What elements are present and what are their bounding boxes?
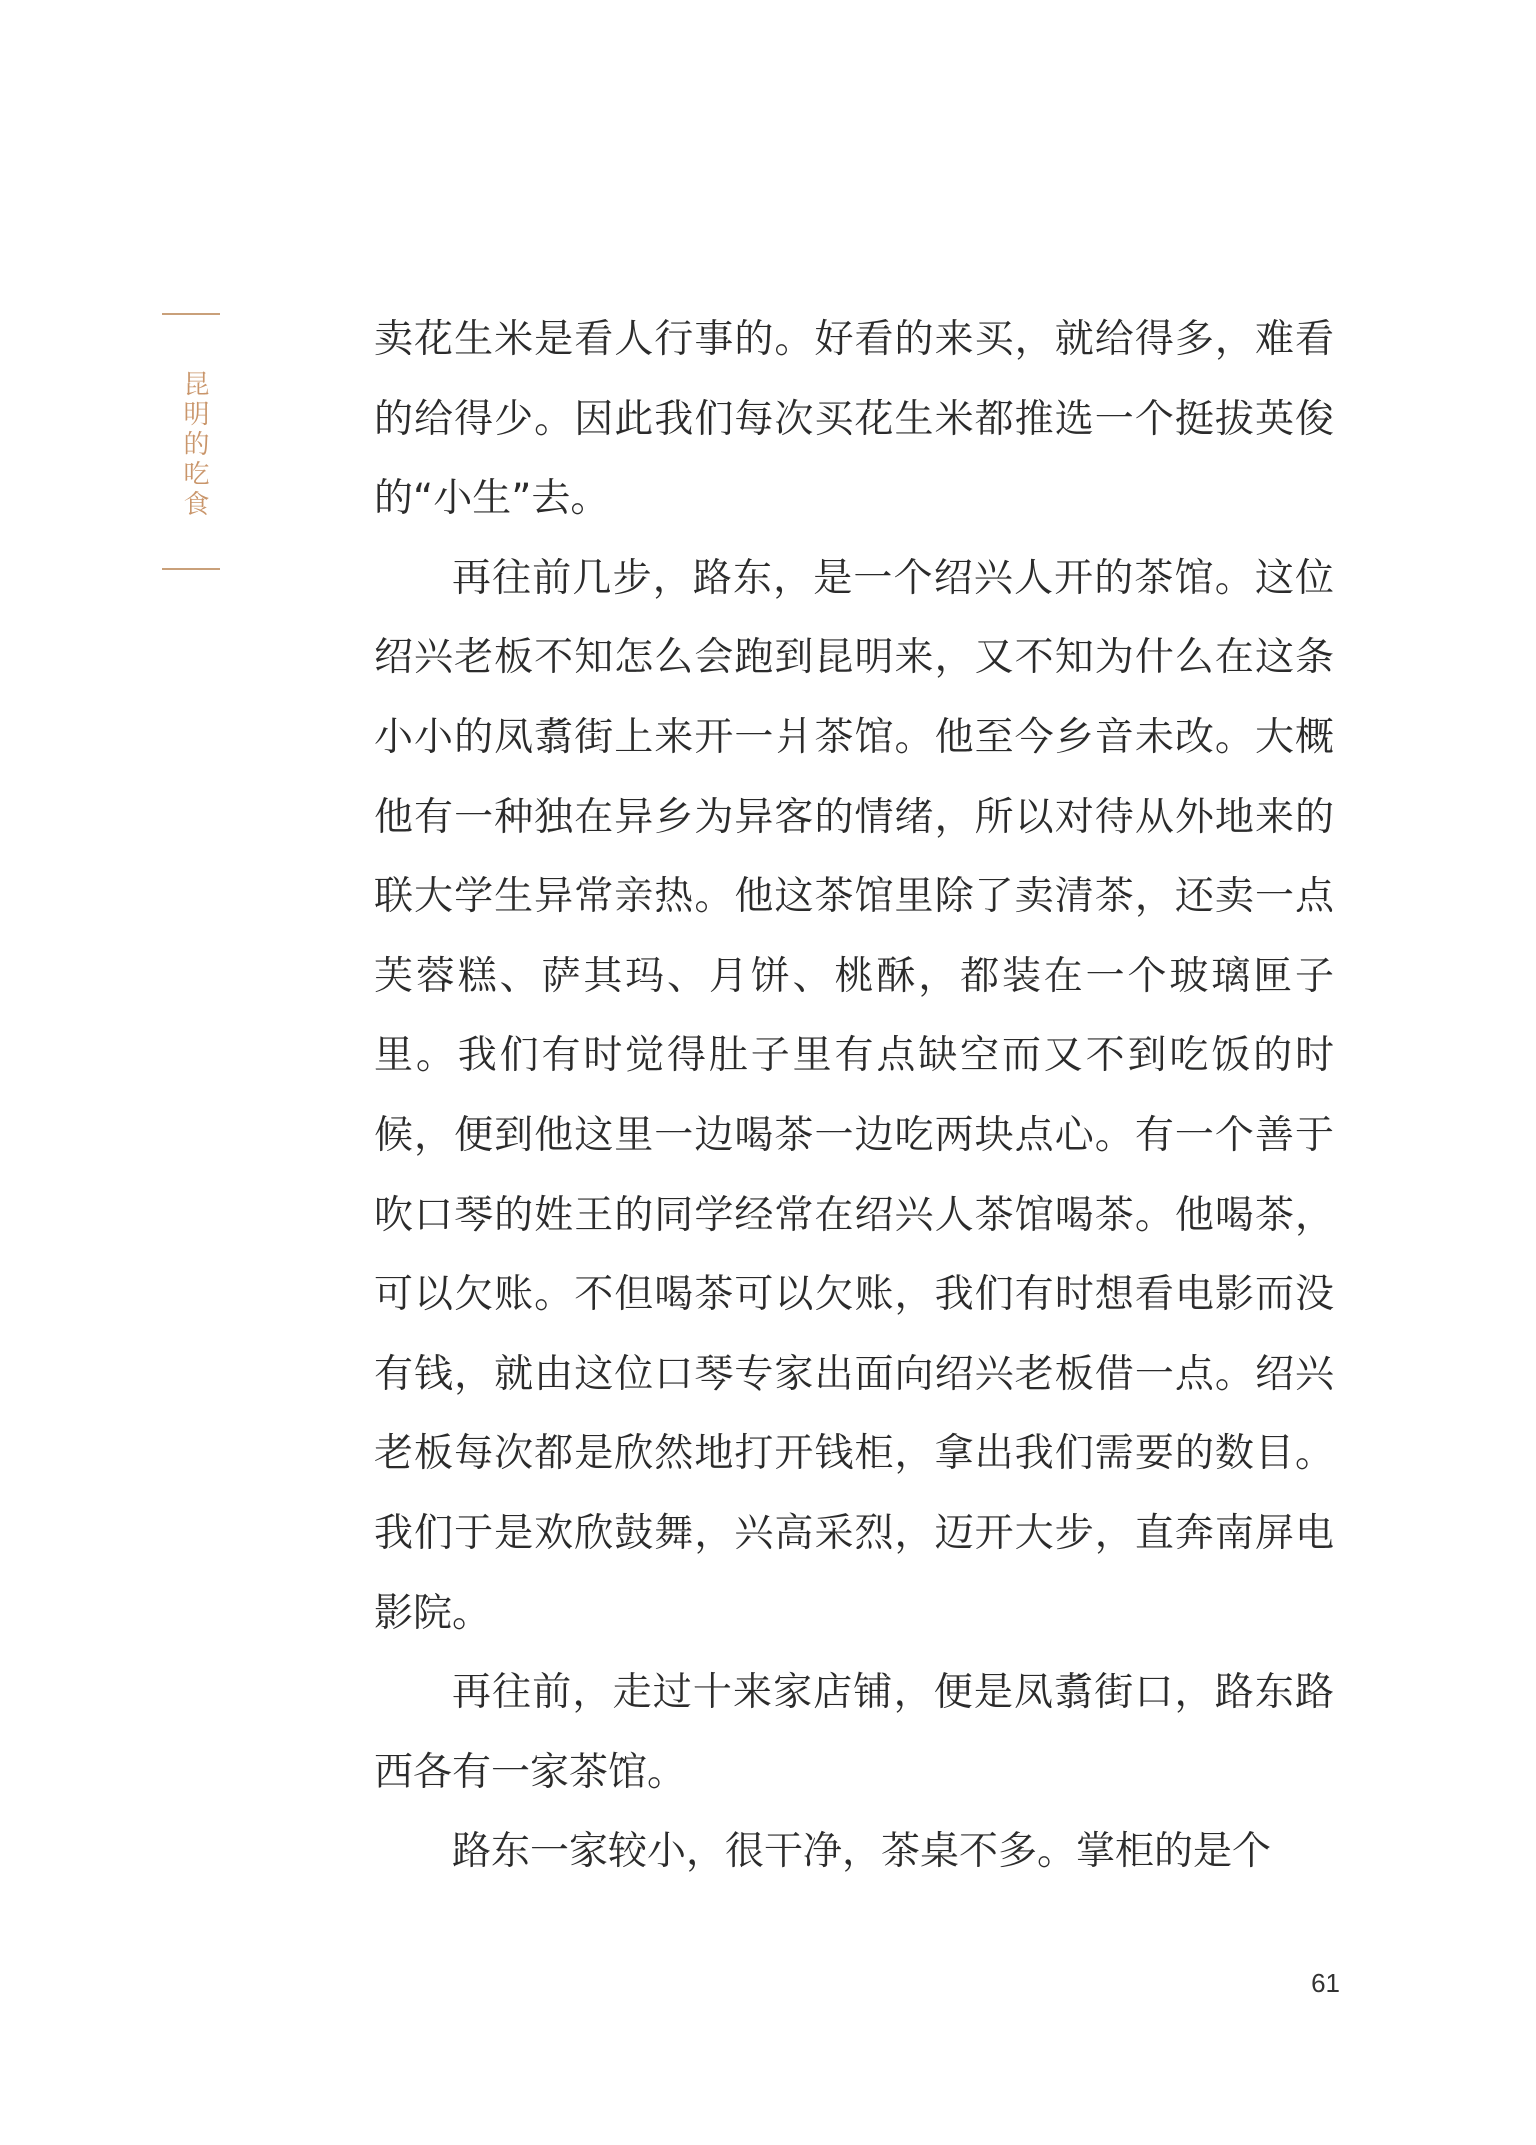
paragraph-4: 路东一家较小，很干净，茶桌不多。掌柜的是个 — [452, 1829, 1272, 1875]
paragraph-3: 再往前，走过十来家店铺，便是凤翥街口，路东路西各有一家茶馆。 — [374, 1670, 1334, 1795]
side-rule-bottom — [162, 568, 220, 570]
side-rule-top — [162, 313, 220, 315]
paragraph-2: 再往前几步，路东，是一个绍兴人开的茶馆。这位绍兴老板不知怎么会跑到昆明来，又不知为什么在这条小小的凤翥街上来开一爿茶馆。他至今乡音未改。大概他有一种独在异乡为异客的情绪，所以对待从外地来的联大学生异常亲热。他这茶馆里除了卖清茶，还卖一点芙蓉糕、萨其玛、月饼、桃酥，都装在一个玻璃匣子里。我们有时觉得肚子里有点缺空而又不到吃饭的时候，便到他这里一边喝茶一边吃两块点心。有一个善于吹口琴的姓王的同学经常在绍兴人茶馆喝茶。他喝茶，可以欠账。不但喝茶可以欠账，我们有时想看电影而没有钱，就由这位口琴专家出面向绍兴老板借一点。绍兴老板每次都是欣然地打开钱柜，拿出我们需要的数目。我们于是欢欣鼓舞，兴高采烈，迈开大步，直奔南屏电影院。 — [374, 555, 1334, 1636]
page-number: 61 — [1311, 1968, 1340, 1998]
paragraph-1: 卖花生米是看人行事的。好看的来买，就给得多，难看的给得少。因此我们每次买花生米都推选一个挺拔英俊的“小生”去。 — [374, 317, 1334, 522]
running-title: 昆明的吃食 — [179, 370, 209, 520]
body-text — [374, 300, 1334, 1892]
